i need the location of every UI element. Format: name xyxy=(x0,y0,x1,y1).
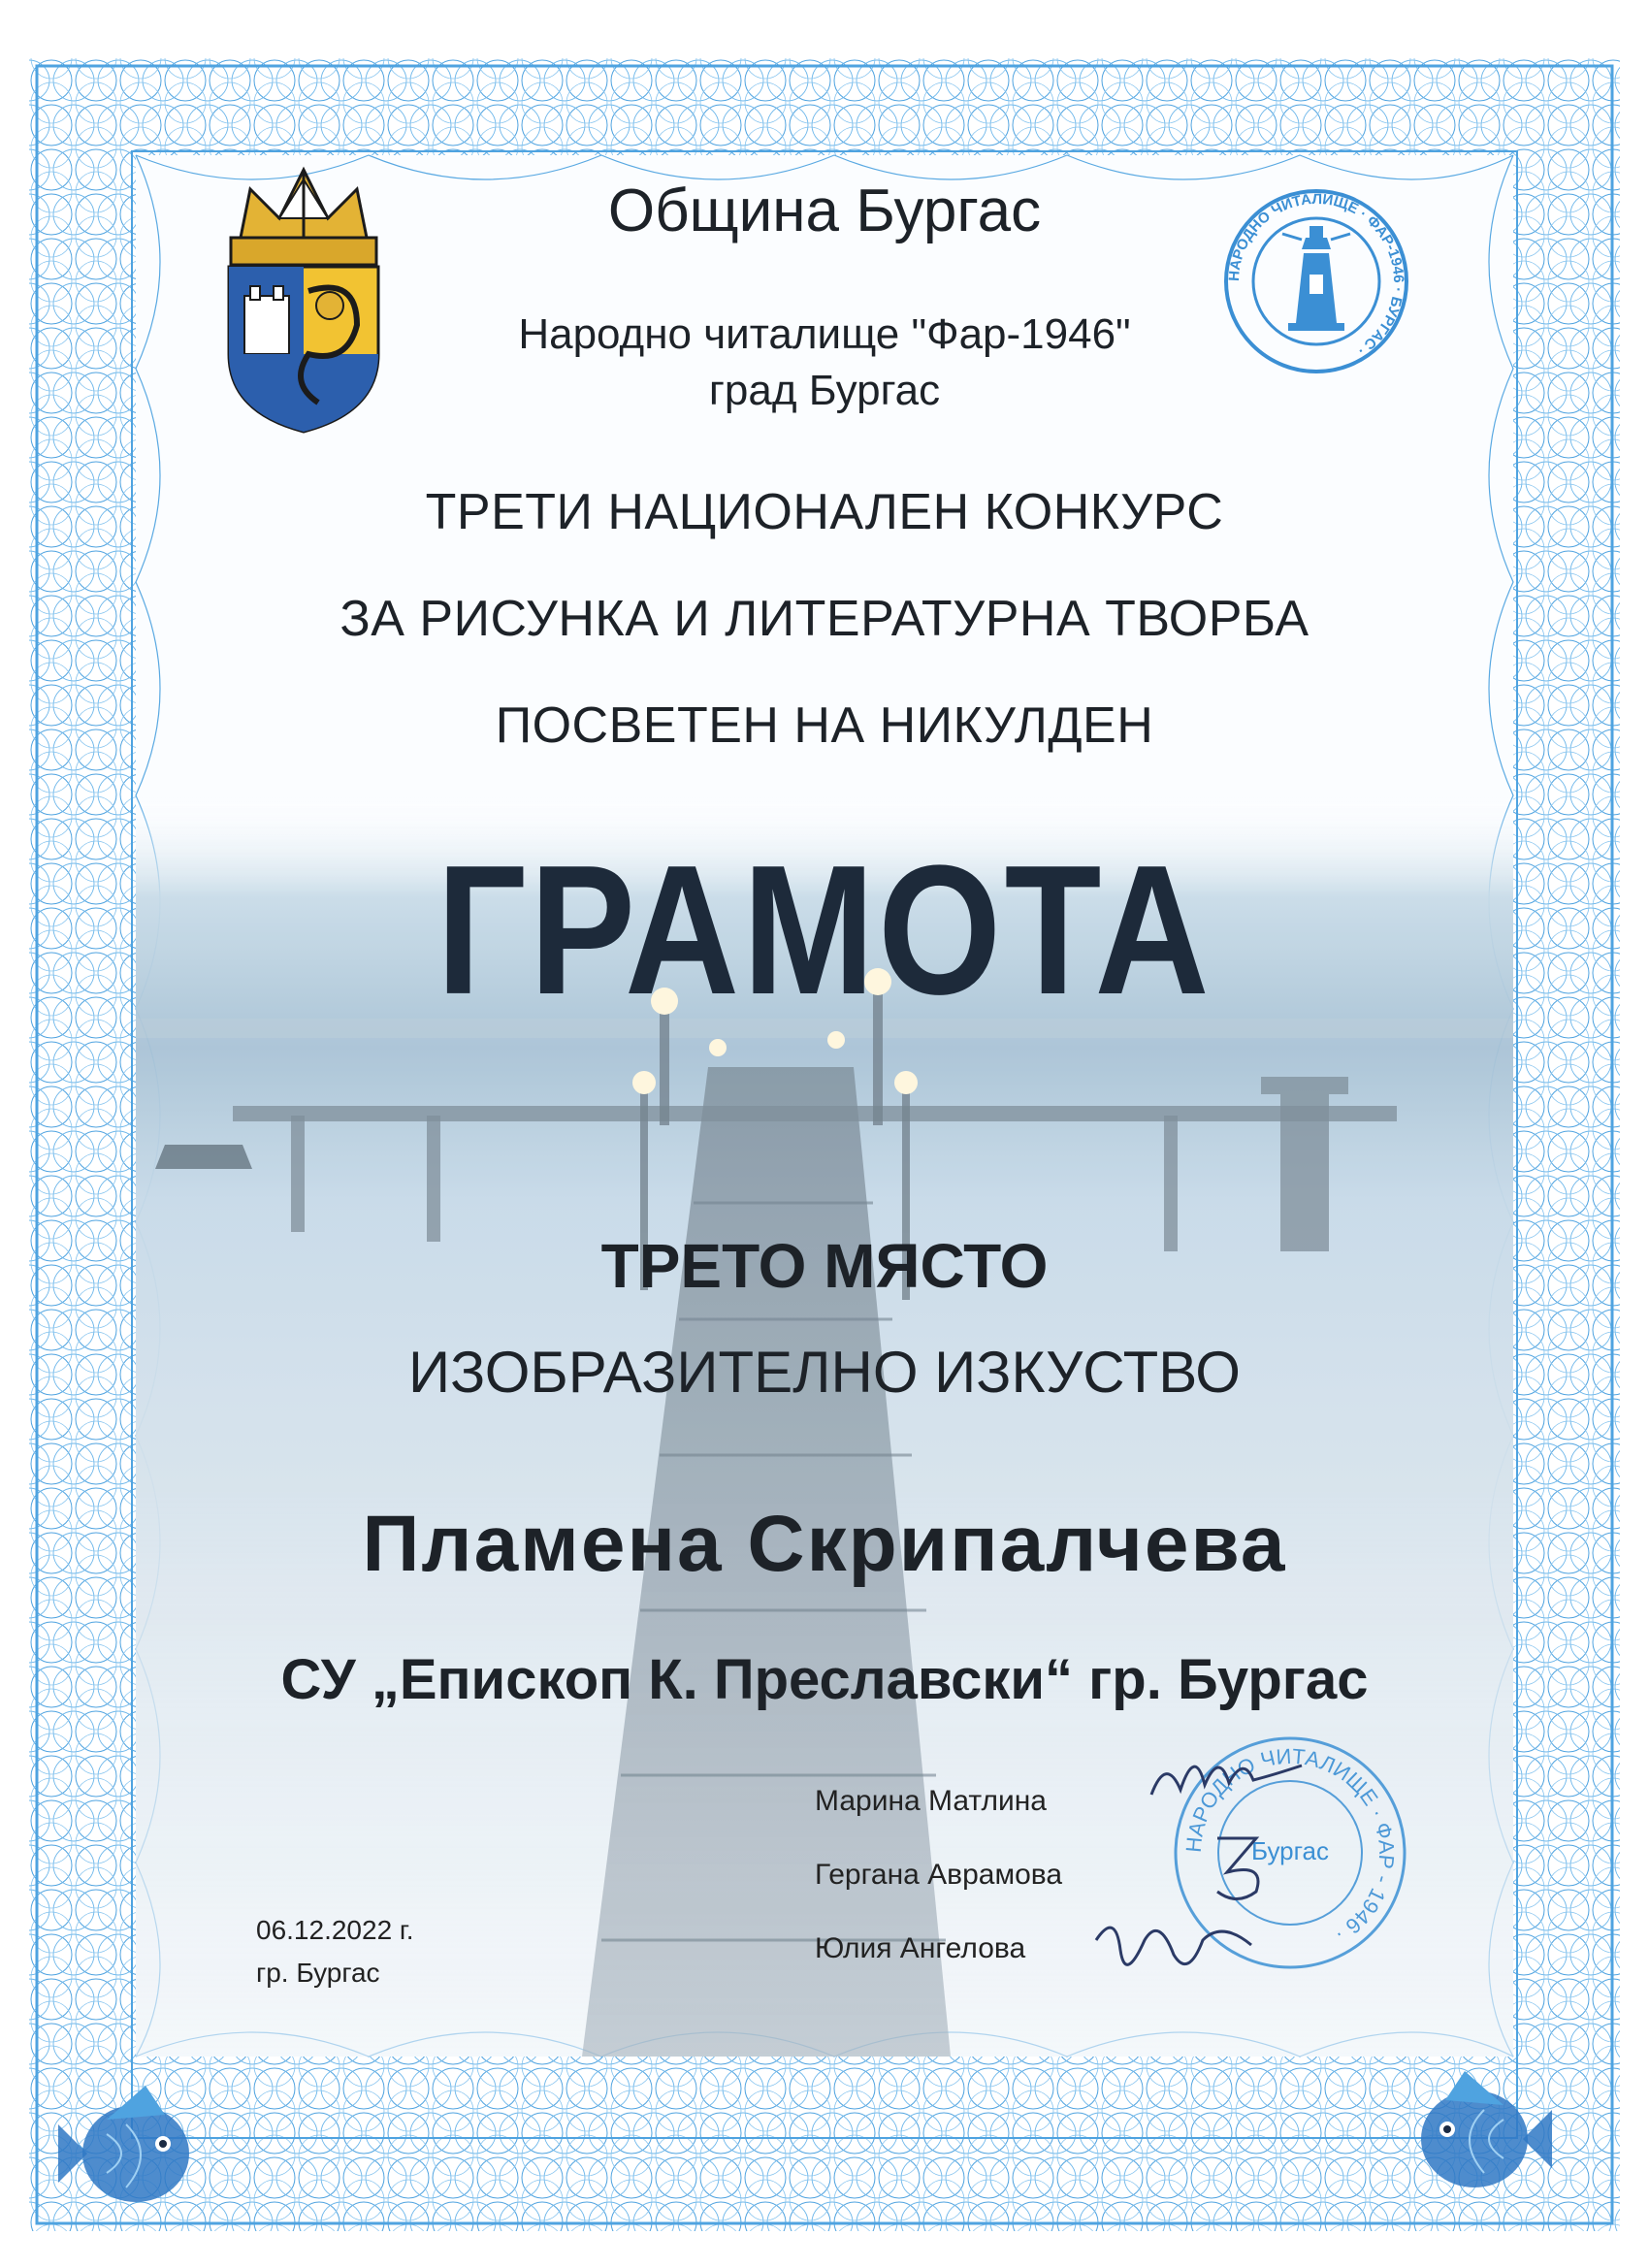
award-place: ТРЕТО МЯСТО xyxy=(600,1231,1049,1301)
award-category: ИЗОБРАЗИТЕЛНО ИЗКУСТВО xyxy=(408,1340,1241,1405)
fish-icon-left xyxy=(58,2066,204,2221)
contest-line-1: ТРЕТИ НАЦИОНАЛЕН КОНКУРС xyxy=(425,484,1224,540)
fish-icon-right xyxy=(1406,2052,1552,2207)
signature-2 xyxy=(1198,1824,1305,1911)
signature-1 xyxy=(1147,1736,1311,1814)
certificate-title: ГРАМОТА xyxy=(436,827,1213,1033)
logo-ring-text: НАРОДНО ЧИТАЛИЩЕ · ФАР-1946 · БУРГАС · xyxy=(1225,190,1407,359)
chitalishte-name: Народно читалище "Фар-1946" xyxy=(518,310,1131,358)
stamp-center-text: Бургас xyxy=(1250,1836,1330,1865)
issue-date: 06.12.2022 г. xyxy=(256,1915,414,1945)
municipality-title: Община Бургас xyxy=(607,178,1042,244)
signature-3 xyxy=(1086,1901,1261,1993)
contest-line-2: ЗА РИСУНКА И ЛИТЕРАТУРНА ТВОРБА xyxy=(340,591,1310,647)
recipient-school: СУ „Епископ К. Преславски“ гр. Бургас xyxy=(280,1648,1369,1711)
contest-line-3: ПОСВЕТЕН НА НИКУЛДЕН xyxy=(495,697,1154,754)
issue-place: гр. Бургас xyxy=(256,1958,380,1988)
city-name: град Бургас xyxy=(708,367,941,414)
jury-member-3: Юлия Ангелова xyxy=(815,1932,1026,1964)
jury-member-2: Гергана Аврамова xyxy=(815,1859,1063,1891)
recipient-name: Пламена Скрипалчева xyxy=(362,1500,1287,1588)
jury-member-1: Марина Матлина xyxy=(815,1785,1047,1817)
stamp-ring-text: НАРОДНО ЧИТАЛИЩЕ · ФАР - 1946 · xyxy=(1180,1743,1400,1948)
